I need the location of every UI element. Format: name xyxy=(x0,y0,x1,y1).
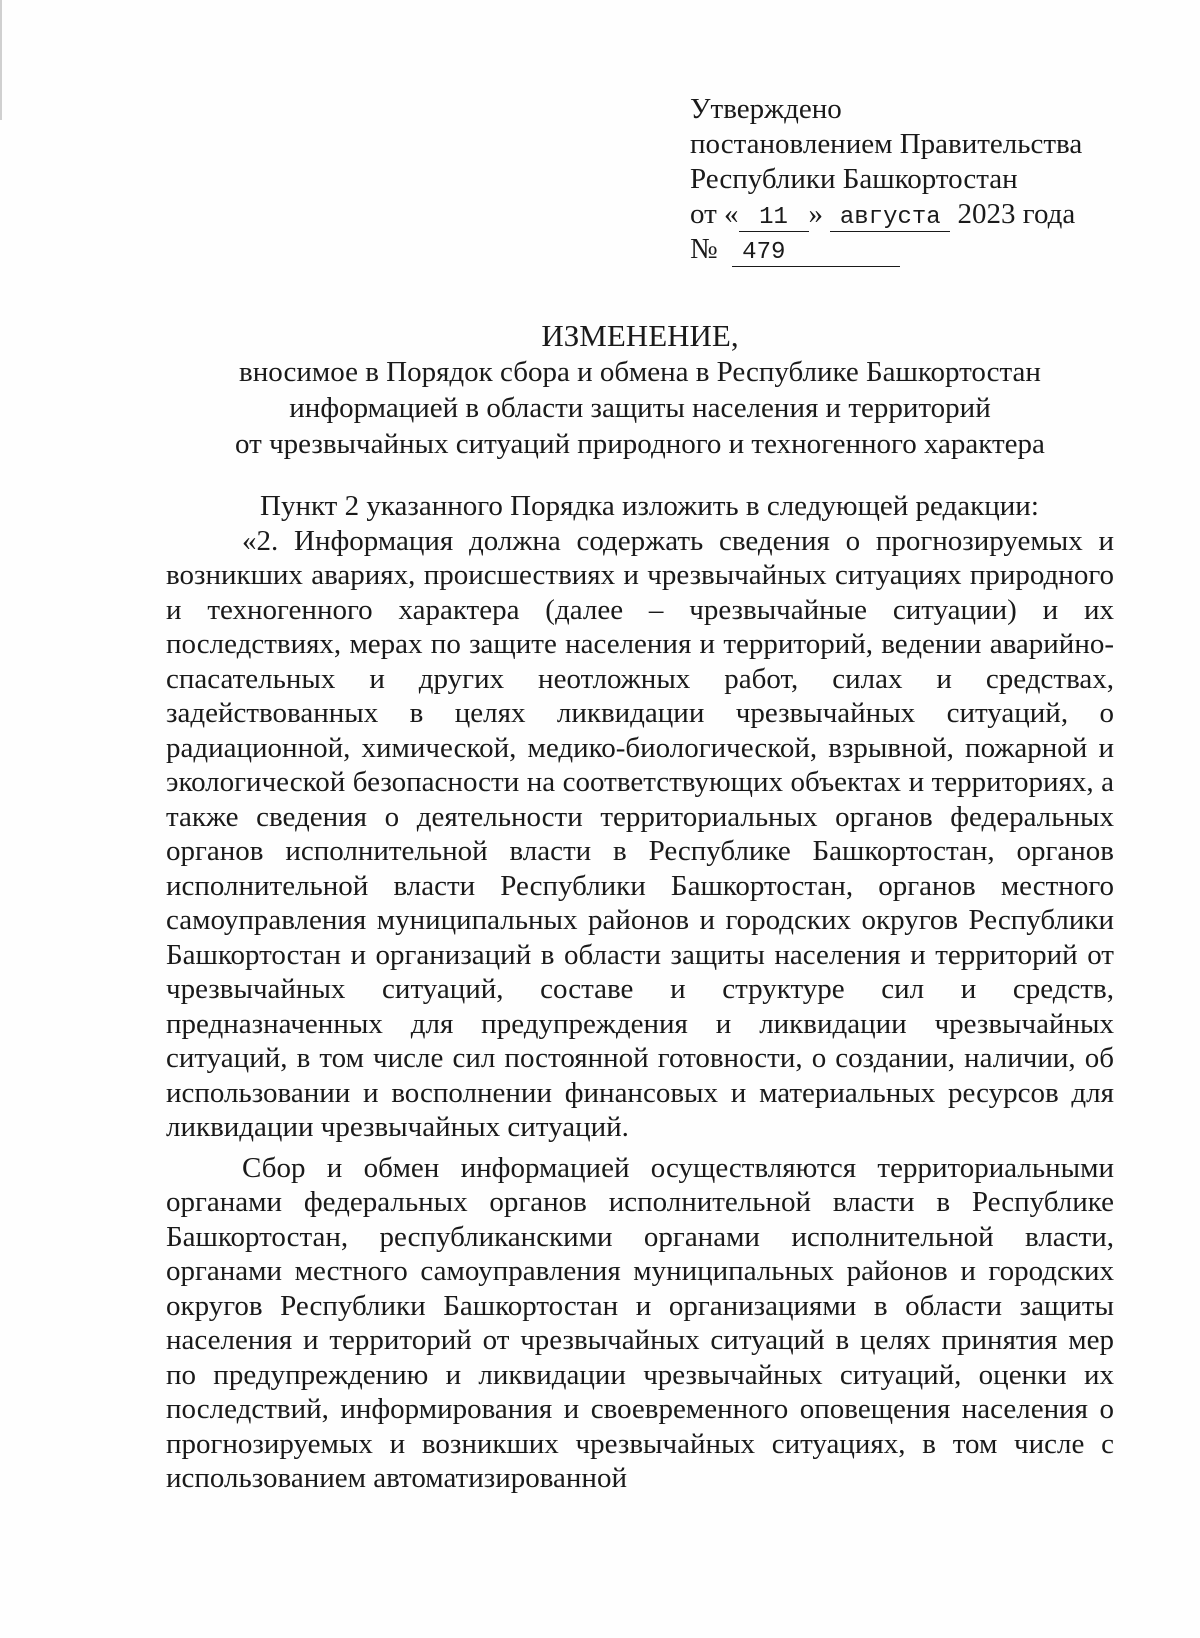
intro-paragraph: Пункт 2 указанного Порядка изложить в следующей редакции: xyxy=(260,490,1039,522)
document-subtitle-line-3: от чрезвычайных ситуаций природного и техногенного характера xyxy=(235,428,1045,460)
approval-line-approved: Утверждено xyxy=(690,93,842,125)
approval-stamp-block xyxy=(690,92,1110,267)
document-title: ИЗМЕНЕНИЕ, xyxy=(541,318,739,353)
scan-edge-artifact xyxy=(0,0,2,120)
date-mid: » xyxy=(808,198,824,230)
document-number-field: 479 xyxy=(732,240,900,267)
approval-line-republic: Республики Башкортостан xyxy=(690,163,1018,195)
paragraph-point-2: «2. Информация должна содержать сведения о прогнозируемых и возникших авариях, происшествиях и чрезвычайных ситуациях природного и техногенного характера (далее – чрезвычайные ситуации) и их последствиях, мерах по защите населения и территорий, ведении аварийно-спасательных и других неотложных работ, силах и средствах, задействованных в целях ликвидации чрезвычайных ситуаций, о радиационной, химической, медико-биологической, взрывной, пожарной и экологической безопасности на соответствующих объектах и территориях, а также сведения о деятельности территориальных органов федеральных органов исполнительной власти в Республике Башкортостан, органов исполнительной власти Республики Башкортостан, органов местного самоуправления муниципальных районов и городских округов Республики Башкортостан и организаций в области защиты населения и территорий от чрезвычайных ситуаций, составе и структуре сил и средств, предназначенных для предупреждения и ликвидации чрезвычайных ситуаций, в том числе сил постоянной готовности, о создании, наличии, об использовании и восполнении финансовых и материальных ресурсов для ликвидации чрезвычайных ситуаций. xyxy=(166,524,1114,1143)
date-year: 2023 года xyxy=(957,198,1076,230)
approval-date-line xyxy=(690,197,1110,232)
document-subtitle-line-1: вносимое в Порядок сбора и обмена в Республике Башкортостан xyxy=(239,356,1041,388)
approval-number-line xyxy=(690,232,1110,267)
date-month-field: августа xyxy=(830,205,950,232)
document-title-block xyxy=(160,318,1120,462)
approval-line-resolution: постановлением Правительства xyxy=(690,128,1083,160)
number-prefix: № xyxy=(690,233,718,265)
document-subtitle-line-2: информацией в области защиты населения и территорий xyxy=(289,392,991,424)
date-prefix: от « xyxy=(690,198,739,230)
document-body xyxy=(166,489,1114,1496)
paragraph-collection-exchange: Сбор и обмен информацией осуществляются территориальными органами федеральных органов исполнительной власти в Республике Башкортостан, республиканскими органами исполнительной власти, органами местного самоуправления муниципальных районов и городских округов Республики Башкортостан и организациями в области защиты населения и территорий от чрезвычайных ситуаций в целях принятия мер по предупреждению и ликвидации чрезвычайных ситуаций, оценки их последствий, информирования и своевременного оповещения населения о прогнозируемых и возникших чрезвычайных ситуациях, в том числе с использованием автоматизированной xyxy=(166,1151,1114,1494)
date-day-field: 11 xyxy=(739,205,809,232)
